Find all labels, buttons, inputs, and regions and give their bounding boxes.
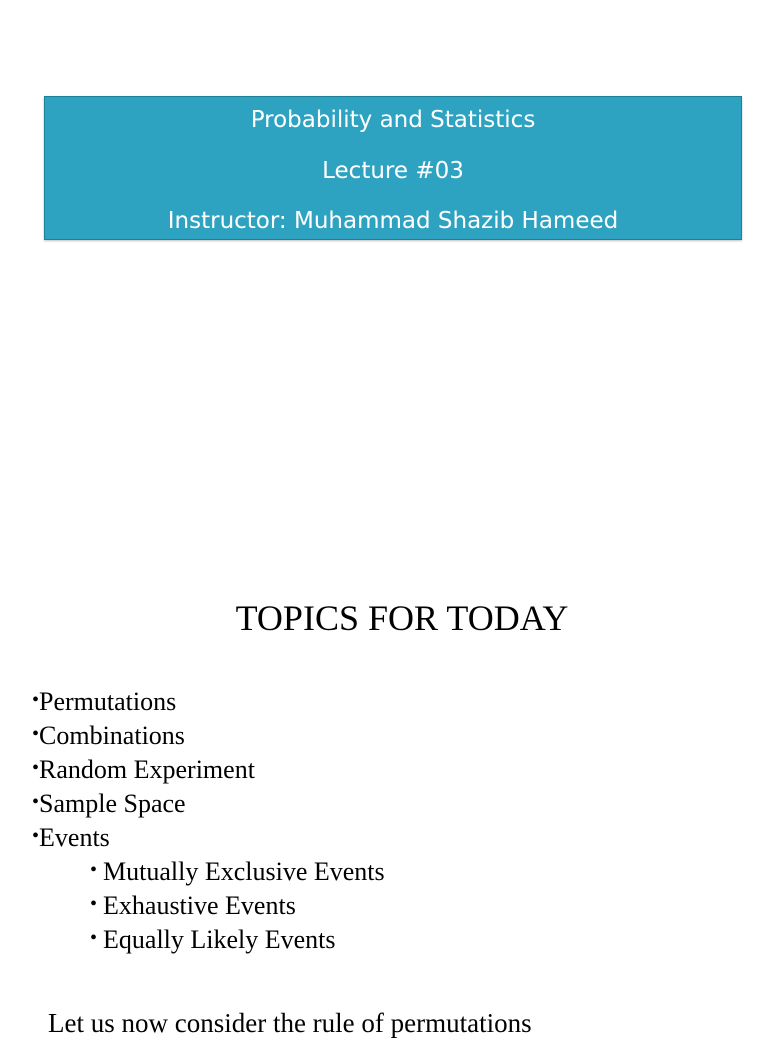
bullet-icon: • [32,791,40,813]
topic-item [32,786,385,820]
bullet-icon: • [90,859,98,881]
topic-item [32,718,385,752]
topics-heading: TOPICS FOR TODAY [235,598,569,638]
bullet-icon: • [90,893,98,915]
instructor-name: Instructor: Muhammad Shazib Hameed [167,208,619,234]
topic-item [32,820,385,854]
bullet-icon: • [90,927,98,949]
topic-item [32,752,385,786]
bullet-icon: • [32,825,40,847]
topic-label: Events [39,823,110,852]
bullet-icon: • [32,689,40,711]
intro-paragraph: Let us now consider the rule of permutations [48,1008,532,1038]
bullet-icon: • [32,757,40,779]
course-title: Probability and Statistics [250,107,536,133]
subtopic-item [32,854,385,888]
subtopic-label: Equally Likely Events [103,925,336,954]
subtopic-item [32,888,385,922]
bullet-icon: • [32,723,40,745]
lecture-title-box [44,96,742,240]
topic-item [32,684,385,718]
subtopic-label: Exhaustive Events [103,891,296,920]
topic-label: Random Experiment [39,755,255,784]
subtopic-item [32,922,385,956]
topic-label: Sample Space [39,789,186,818]
lecture-number: Lecture #03 [322,158,464,184]
subtopic-label: Mutually Exclusive Events [103,857,385,886]
topic-list [32,684,385,956]
topic-label: Permutations [39,687,177,716]
topic-label: Combinations [39,721,185,750]
